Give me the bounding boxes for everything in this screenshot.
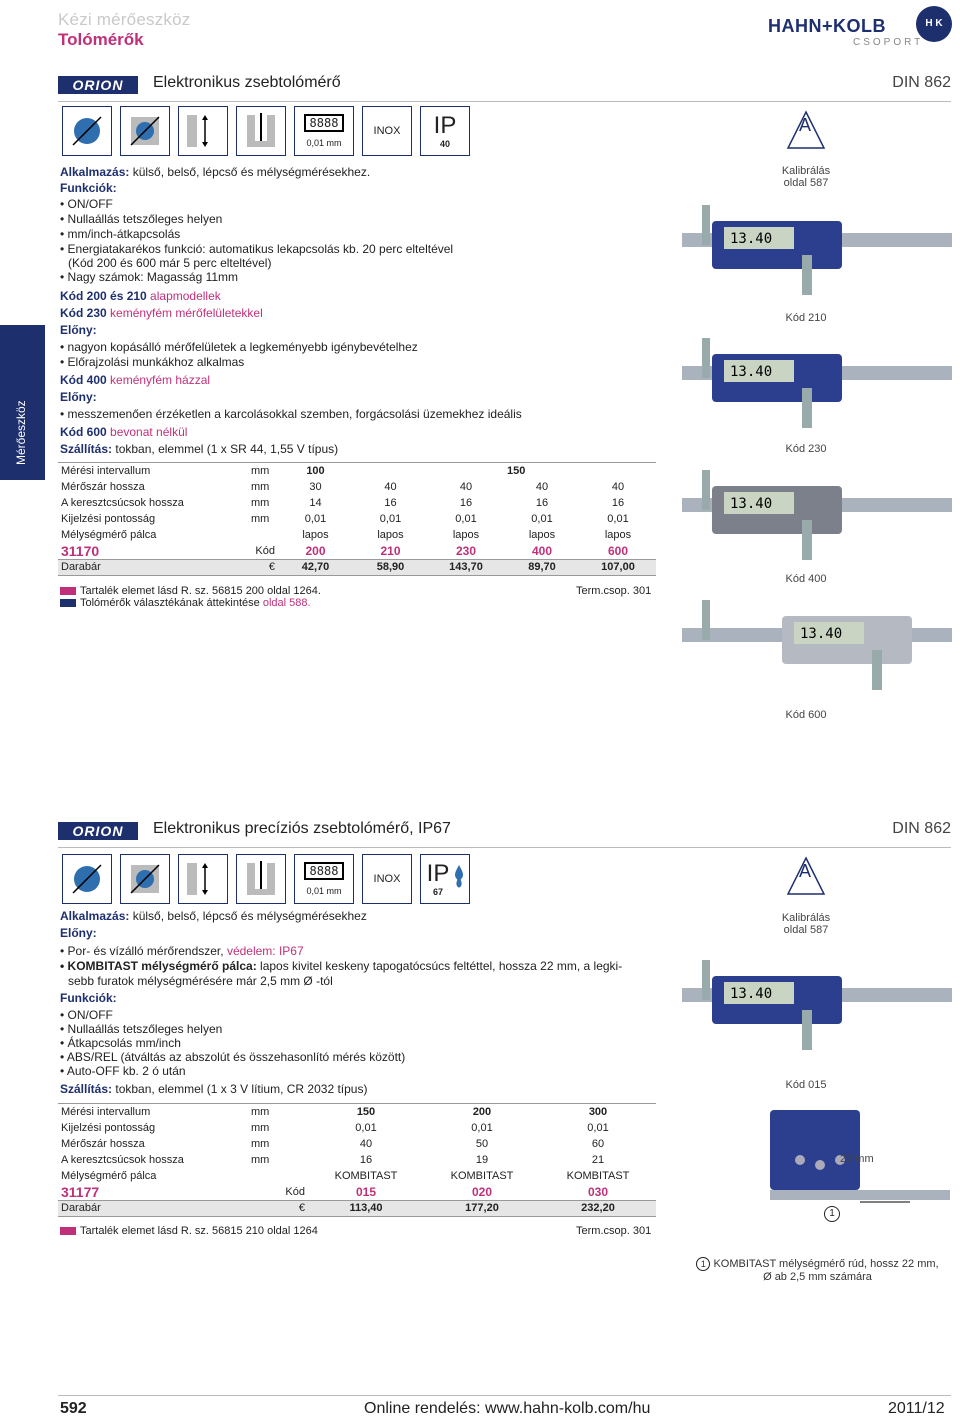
- inox-icon: INOX: [362, 854, 412, 904]
- table-row-codes: 31170 Kód 200 210 230 400 600: [61, 542, 629, 559]
- s1-adv-2: • Előrajzolási munkákhoz alkalmas: [60, 355, 245, 369]
- caliper-600-image: [682, 600, 952, 700]
- caliper-210-image: [682, 205, 952, 305]
- s1-adv-3: • messzemenően érzéketlen a karcolásokkal szemben, forgácsolási üzemekhez ideális: [60, 407, 522, 421]
- s1-shipping: Szállítás: tokban, elemmel (1 x SR 44, 1,55 V típus): [60, 442, 339, 456]
- orion-logo: ORION: [58, 822, 138, 840]
- svg-text:13.40: 13.40: [730, 986, 773, 1002]
- depth-measure-icon: [236, 106, 286, 156]
- table-row-prices: Darabár € 113,40 177,20 232,20: [58, 1200, 656, 1216]
- s1-adv-1: • nagyon kopásálló mérőfelületek a legkeményebb igénybevételhez: [60, 340, 418, 354]
- footer-web[interactable]: Online rendelés: www.hahn-kolb.com/hu: [364, 1400, 651, 1417]
- display-resolution-icon: 8888 0,01 mm: [294, 854, 354, 904]
- depth-measure-icon: [236, 854, 286, 904]
- water-drop-icon: [452, 863, 466, 889]
- s2-adv-1: • Por- és vízálló mérőrendszer, védelem: IP67: [60, 944, 304, 958]
- s2-func-3: • Átkapcsolás mm/inch: [60, 1036, 181, 1050]
- s2-func-5: • Auto-OFF kb. 2 ó után: [60, 1064, 186, 1078]
- calibration-a-icon: A: [786, 856, 826, 896]
- page-number: 592: [60, 1400, 87, 1417]
- table-row: Mélységmérő pálca KOMBITAST KOMBITAST KOMBITAST: [61, 1169, 630, 1182]
- section1-din: DIN 862: [892, 74, 951, 91]
- s2-product-group: Term.csop. 301: [576, 1225, 652, 1237]
- table-row: Mérési intervallum mm 100 150: [61, 464, 526, 477]
- ip40-icon: IP 40: [420, 106, 470, 156]
- label-22mm: 22 mm: [840, 1153, 874, 1165]
- section1-header: [58, 76, 951, 102]
- svg-text:13.40: 13.40: [730, 496, 773, 512]
- s1-model-200-210: Kód 200 és 210 alapmodellek: [60, 289, 221, 303]
- s2-spec-table: [58, 1103, 656, 1217]
- s2-adv-2: • KOMBITAST mélységmérő pálca: lapos kivitel keskeny tapogatócsúcs feltéttel, hossza 22 mm, a legki-: [60, 959, 623, 973]
- table-row-prices: Darabár € 42,70 58,90 143,70 89,70 107,00: [58, 559, 656, 575]
- section2-icons: [62, 854, 470, 904]
- hk-badge: H K: [916, 6, 952, 42]
- table-row: A keresztcsúcsok hossza mm 16 19 21: [61, 1153, 605, 1166]
- s1-overview-link[interactable]: Tolómérők választékának áttekintése oldal 588.: [60, 597, 311, 609]
- s1-battery-note: Tartalék elemet lásd R. sz. 56815 200 oldal 1264.: [60, 585, 321, 597]
- s1-model-400: Kód 400 keményfém házzal: [60, 373, 211, 387]
- footer-rule: [58, 1395, 951, 1396]
- label-kod-600: Kód 600: [785, 709, 827, 721]
- table-row: Mérőszár hossza mm 30 40 40 40 40: [61, 480, 625, 493]
- inox-icon: INOX: [362, 106, 412, 156]
- arrow-right-icon: [60, 1227, 76, 1235]
- display-resolution-icon: 8888 0,01 mm: [294, 106, 354, 156]
- s2-application: Alkalmazás: külső, belső, lépcső és mélységmérésekhez: [60, 909, 367, 923]
- s2-adv-label: Előny:: [60, 926, 97, 940]
- caliper-400-image: [682, 470, 952, 570]
- s1-func-3: • mm/inch-átkapcsolás: [60, 227, 181, 241]
- s1-calibration[interactable]: Kalibrálás oldal 587: [781, 165, 831, 189]
- internal-measure-icon: [120, 854, 170, 904]
- orion-logo: ORION: [58, 76, 138, 94]
- internal-measure-icon: [120, 106, 170, 156]
- s1-adv-label-2: Előny:: [60, 390, 97, 404]
- footer-date: 2011/12: [888, 1400, 945, 1417]
- label-kod-015: Kód 015: [785, 1079, 827, 1091]
- s1-func-2: • Nullaállás tetszőleges helyen: [60, 212, 223, 226]
- s2-adv-2b: sebb furatok mélységmérésére már 2,5 mm Ø -tól: [68, 974, 333, 988]
- s1-functions-label: Funkciók:: [60, 181, 117, 195]
- s2-functions-label: Funkciók:: [60, 991, 117, 1005]
- hahn-kolb-logo: HAHN+KOLB CSOPORT H K: [768, 6, 953, 46]
- calibration-a-icon: A: [786, 110, 826, 150]
- arrow-right-icon: [60, 587, 76, 595]
- label-kod-400: Kód 400: [785, 573, 827, 585]
- s2-calibration[interactable]: Kalibrálás oldal 587: [781, 912, 831, 936]
- section1-title: Elektronikus zsebtolómérő: [153, 74, 341, 91]
- section2-din: DIN 862: [892, 820, 951, 837]
- external-measure-icon: [62, 854, 112, 904]
- section1-icons: [62, 106, 470, 156]
- kombitast-footnote: 1 KOMBITAST mélységmérő rúd, hossz 22 mm, Ø ab 2,5 mm számára: [685, 1257, 950, 1283]
- s1-product-group: Term.csop. 301: [576, 585, 652, 597]
- s1-func-4: • Energiatakarékos funkció: automatikus lekapcsolás kb. 20 perc elteltével: [60, 242, 454, 256]
- ip67-icon: IP 67: [420, 854, 470, 904]
- svg-text:13.40: 13.40: [730, 231, 773, 247]
- kombitast-detail-image: [770, 1110, 950, 1220]
- label-kod-230: Kód 230: [785, 443, 827, 455]
- s1-func-4b: (Kód 200 és 600 már 5 perc elteltével): [68, 256, 272, 270]
- table-row: Mélységmérő pálca lapos lapos lapos lapos lapos: [61, 528, 632, 541]
- footnote-marker: 1: [824, 1206, 840, 1222]
- step-measure-icon: [178, 106, 228, 156]
- table-row: A keresztcsúcsok hossza mm 14 16 16 16 16: [61, 496, 625, 509]
- table-row: Mérőszár hossza mm 40 50 60: [61, 1137, 605, 1150]
- s1-func-1: • ON/OFF: [60, 197, 113, 211]
- caliper-015-image: [682, 960, 952, 1060]
- table-row: Kijelzési pontosság mm 0,01 0,01 0,01: [61, 1121, 609, 1134]
- arrow-left-icon: [60, 599, 76, 607]
- svg-text:13.40: 13.40: [730, 364, 773, 380]
- s2-battery-note: Tartalék elemet lásd R. sz. 56815 210 oldal 1264: [60, 1225, 318, 1237]
- page-title: Tolómérők: [58, 30, 144, 49]
- section2-title: Elektronikus precíziós zsebtolómérő, IP67: [153, 820, 451, 837]
- svg-text:13.40: 13.40: [800, 626, 843, 642]
- table-row-codes: 31177 Kód 015 020 030: [61, 1183, 609, 1200]
- s1-func-5: • Nagy számok: Magasság 11mm: [60, 270, 239, 284]
- s1-model-230: Kód 230 keményfém mérőfelületekkel: [60, 306, 263, 320]
- s2-func-2: • Nullaállás tetszőleges helyen: [60, 1022, 223, 1036]
- caliper-230-image: [682, 338, 952, 438]
- label-kod-210: Kód 210: [785, 312, 827, 324]
- side-tab: Mérőeszköz: [0, 325, 45, 480]
- s1-spec-table: [58, 462, 656, 576]
- table-row: Mérési intervallum mm 150 200 300: [61, 1105, 608, 1118]
- step-measure-icon: [178, 854, 228, 904]
- external-measure-icon: [62, 106, 112, 156]
- s1-model-600: Kód 600 bevonat nélkül: [60, 425, 188, 439]
- section2-header: [58, 822, 951, 848]
- s1-adv-label-1: Előny:: [60, 323, 97, 337]
- header-category: Kézi mérőeszköz: [58, 10, 191, 29]
- s1-application: Alkalmazás: külső, belső, lépcső és mélységmérésekhez.: [60, 165, 371, 179]
- table-row: Kijelzési pontosság mm 0,01 0,01 0,01 0,01 0,01: [61, 512, 629, 525]
- s2-func-1: • ON/OFF: [60, 1008, 113, 1022]
- s2-shipping: Szállítás: tokban, elemmel (1 x 3 V lítium, CR 2032 típus): [60, 1082, 368, 1096]
- s2-func-4: • ABS/REL (átváltás az abszolút és összehasonlító mérés között): [60, 1050, 406, 1064]
